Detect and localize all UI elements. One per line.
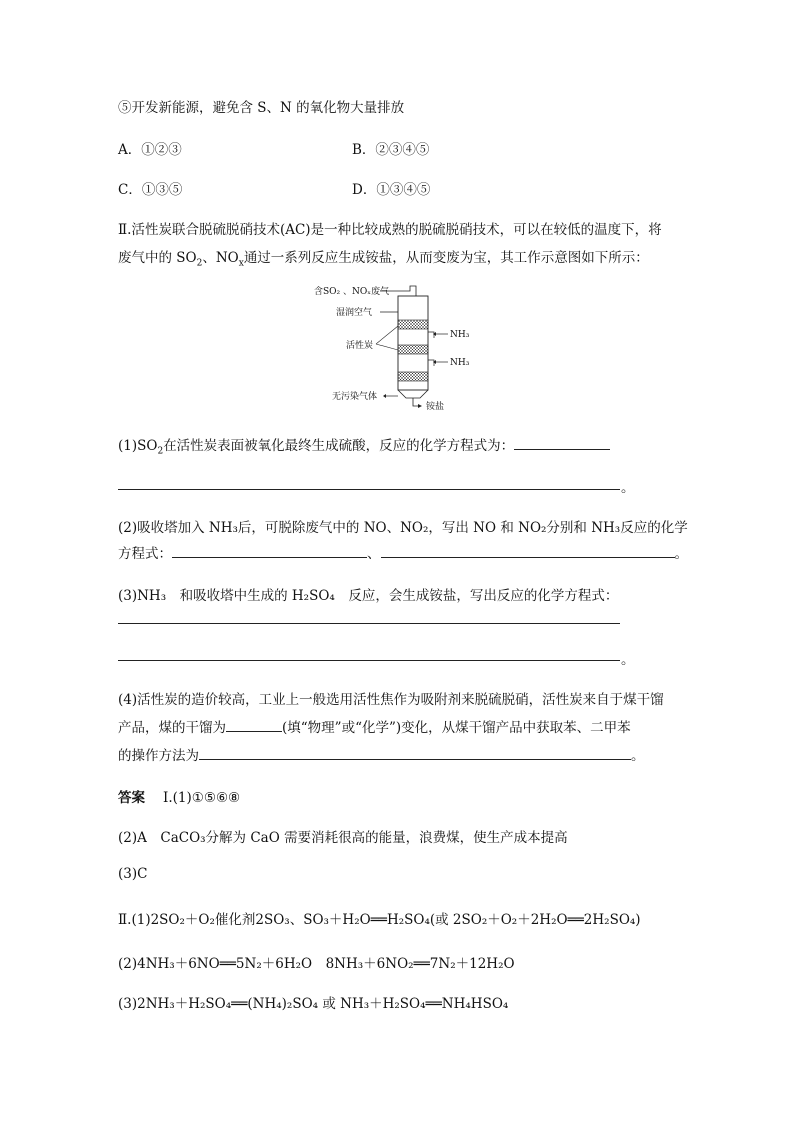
period: 。 [631,748,645,764]
answer-blank[interactable] [514,435,610,450]
sub-question-4-line3 [118,744,645,764]
answer-header [118,786,240,806]
sub-question-2-line1: (2)吸收塔加入 NH₃后，可脱除废气中的 NO、NO₂，写出 NO 和 NO₂分别和 NH₃反应的化学 [118,520,688,536]
period: 。 [674,546,688,562]
answer-line[interactable] [118,623,620,624]
nh3-label-1: NH₃ [450,330,470,340]
item-5: ⑤开发新能源，避免含 S、N 的氧化物大量排放 [118,100,405,116]
sub4-text-b: (填“物理”或“化学”)变化，从煤干馏产品中获取苯、二甲苯 [282,720,631,736]
sub-question-2-line2 [118,542,688,562]
answer-part2-3: (3)2NH₃＋H₂SO₄══(NH₄)₂SO₄ 或 NH₃＋H₂SO₄══NH₄HSO₄ [118,996,509,1012]
sub1-text-b: 在活性炭表面被氧化最终生成硫酸，反应的化学方程式为： [163,438,515,454]
period: 。 [621,480,635,496]
part2-intro-line2: 废气中的 $SO_2$、$NO_x$通过一系列反应生成铵盐，从而变废为宝，其工作示意图如下所示： [118,250,649,269]
sub-question-4-line2 [118,716,631,736]
answer-blank-no[interactable] [172,543,367,558]
sub4-text-a: 产品，煤的干馏为 [118,720,226,736]
option-d: D．①③④⑤ [352,182,431,198]
answer-line[interactable] [118,660,620,661]
part2-intro-line1: Ⅱ.活性炭联合脱硫脱硝技术(AC)是一种比较成熟的脱硫脱硝技术，可以在较低的温度下，将 [118,222,662,238]
option-c: C．①③⑤ [118,182,183,198]
intro-text-c: 通过一系列反应生成铵盐，从而变废为宝，其工作示意图如下所示： [243,250,649,266]
salt-label: 铵盐 [426,402,445,412]
intro-text-b: 、NO [202,250,239,266]
separator: 、 [367,546,381,562]
sub-question-1: $(1)SO_2$在活性炭表面被氧化最终生成硫酸，反应的化学方程式为： [118,434,610,454]
sub-question-4-line1: (4)活性炭的造价较高，工业上一般选用活性焦作为吸附剂来脱硫脱硝，活性炭来自于煤干馏 [118,692,664,708]
carbon-bed-3 [398,372,428,381]
sub4-text-c: 的操作方法为 [118,748,199,764]
air-label: 湿润空气 [336,308,373,318]
clean-gas-label: 无污染气体 [332,392,378,402]
answer-line[interactable] [118,489,620,490]
absorption-tower-diagram [300,282,500,414]
option-b: B．②③④⑤ [352,142,430,158]
option-a: A．①②③ [118,142,182,158]
answer-blank-no2[interactable] [381,543,675,558]
answer-part1-1: Ⅰ.(1)①⑤⑥⑧ [163,790,241,806]
inlet-label: 含SO₂ 、NOₓ废气 [314,287,390,297]
sub2-label: 方程式： [118,546,172,562]
answer-blank-method[interactable] [199,745,631,760]
answer-label: 答案 [118,790,145,806]
intro-text-a: 废气中的 SO [118,250,197,266]
carbon-bed-2 [398,345,428,354]
nh3-label-2: NH₃ [450,358,470,368]
answer-part1-3: (3)C [118,866,148,882]
carbon-label: 活性炭 [346,341,374,351]
period: 。 [621,652,635,668]
answer-part2-1: Ⅱ.(1)2SO₂＋O₂催化剂2SO₃、SO₃＋H₂O══H₂SO₄(或 2SO₂＋O₂＋2H₂O══2H₂SO₄) [118,912,641,928]
sub-question-3: (3)NH₃ 和吸收塔中生成的 H₂SO₄ 反应，会生成铵盐，写出反应的化学方程式： [118,588,619,604]
sub1-text-a: (1)SO [118,438,158,454]
answer-part2-2: (2)4NH₃＋6NO══5N₂＋6H₂O 8NH₃＋6NO₂══7N₂＋12H₂O [118,956,515,972]
carbon-bed-1 [398,320,428,329]
answer-blank-change-type[interactable] [226,717,282,732]
answer-part1-2: (2)A CaCO₃分解为 CaO 需要消耗很高的能量，浪费煤，使生产成本提高 [118,830,568,846]
